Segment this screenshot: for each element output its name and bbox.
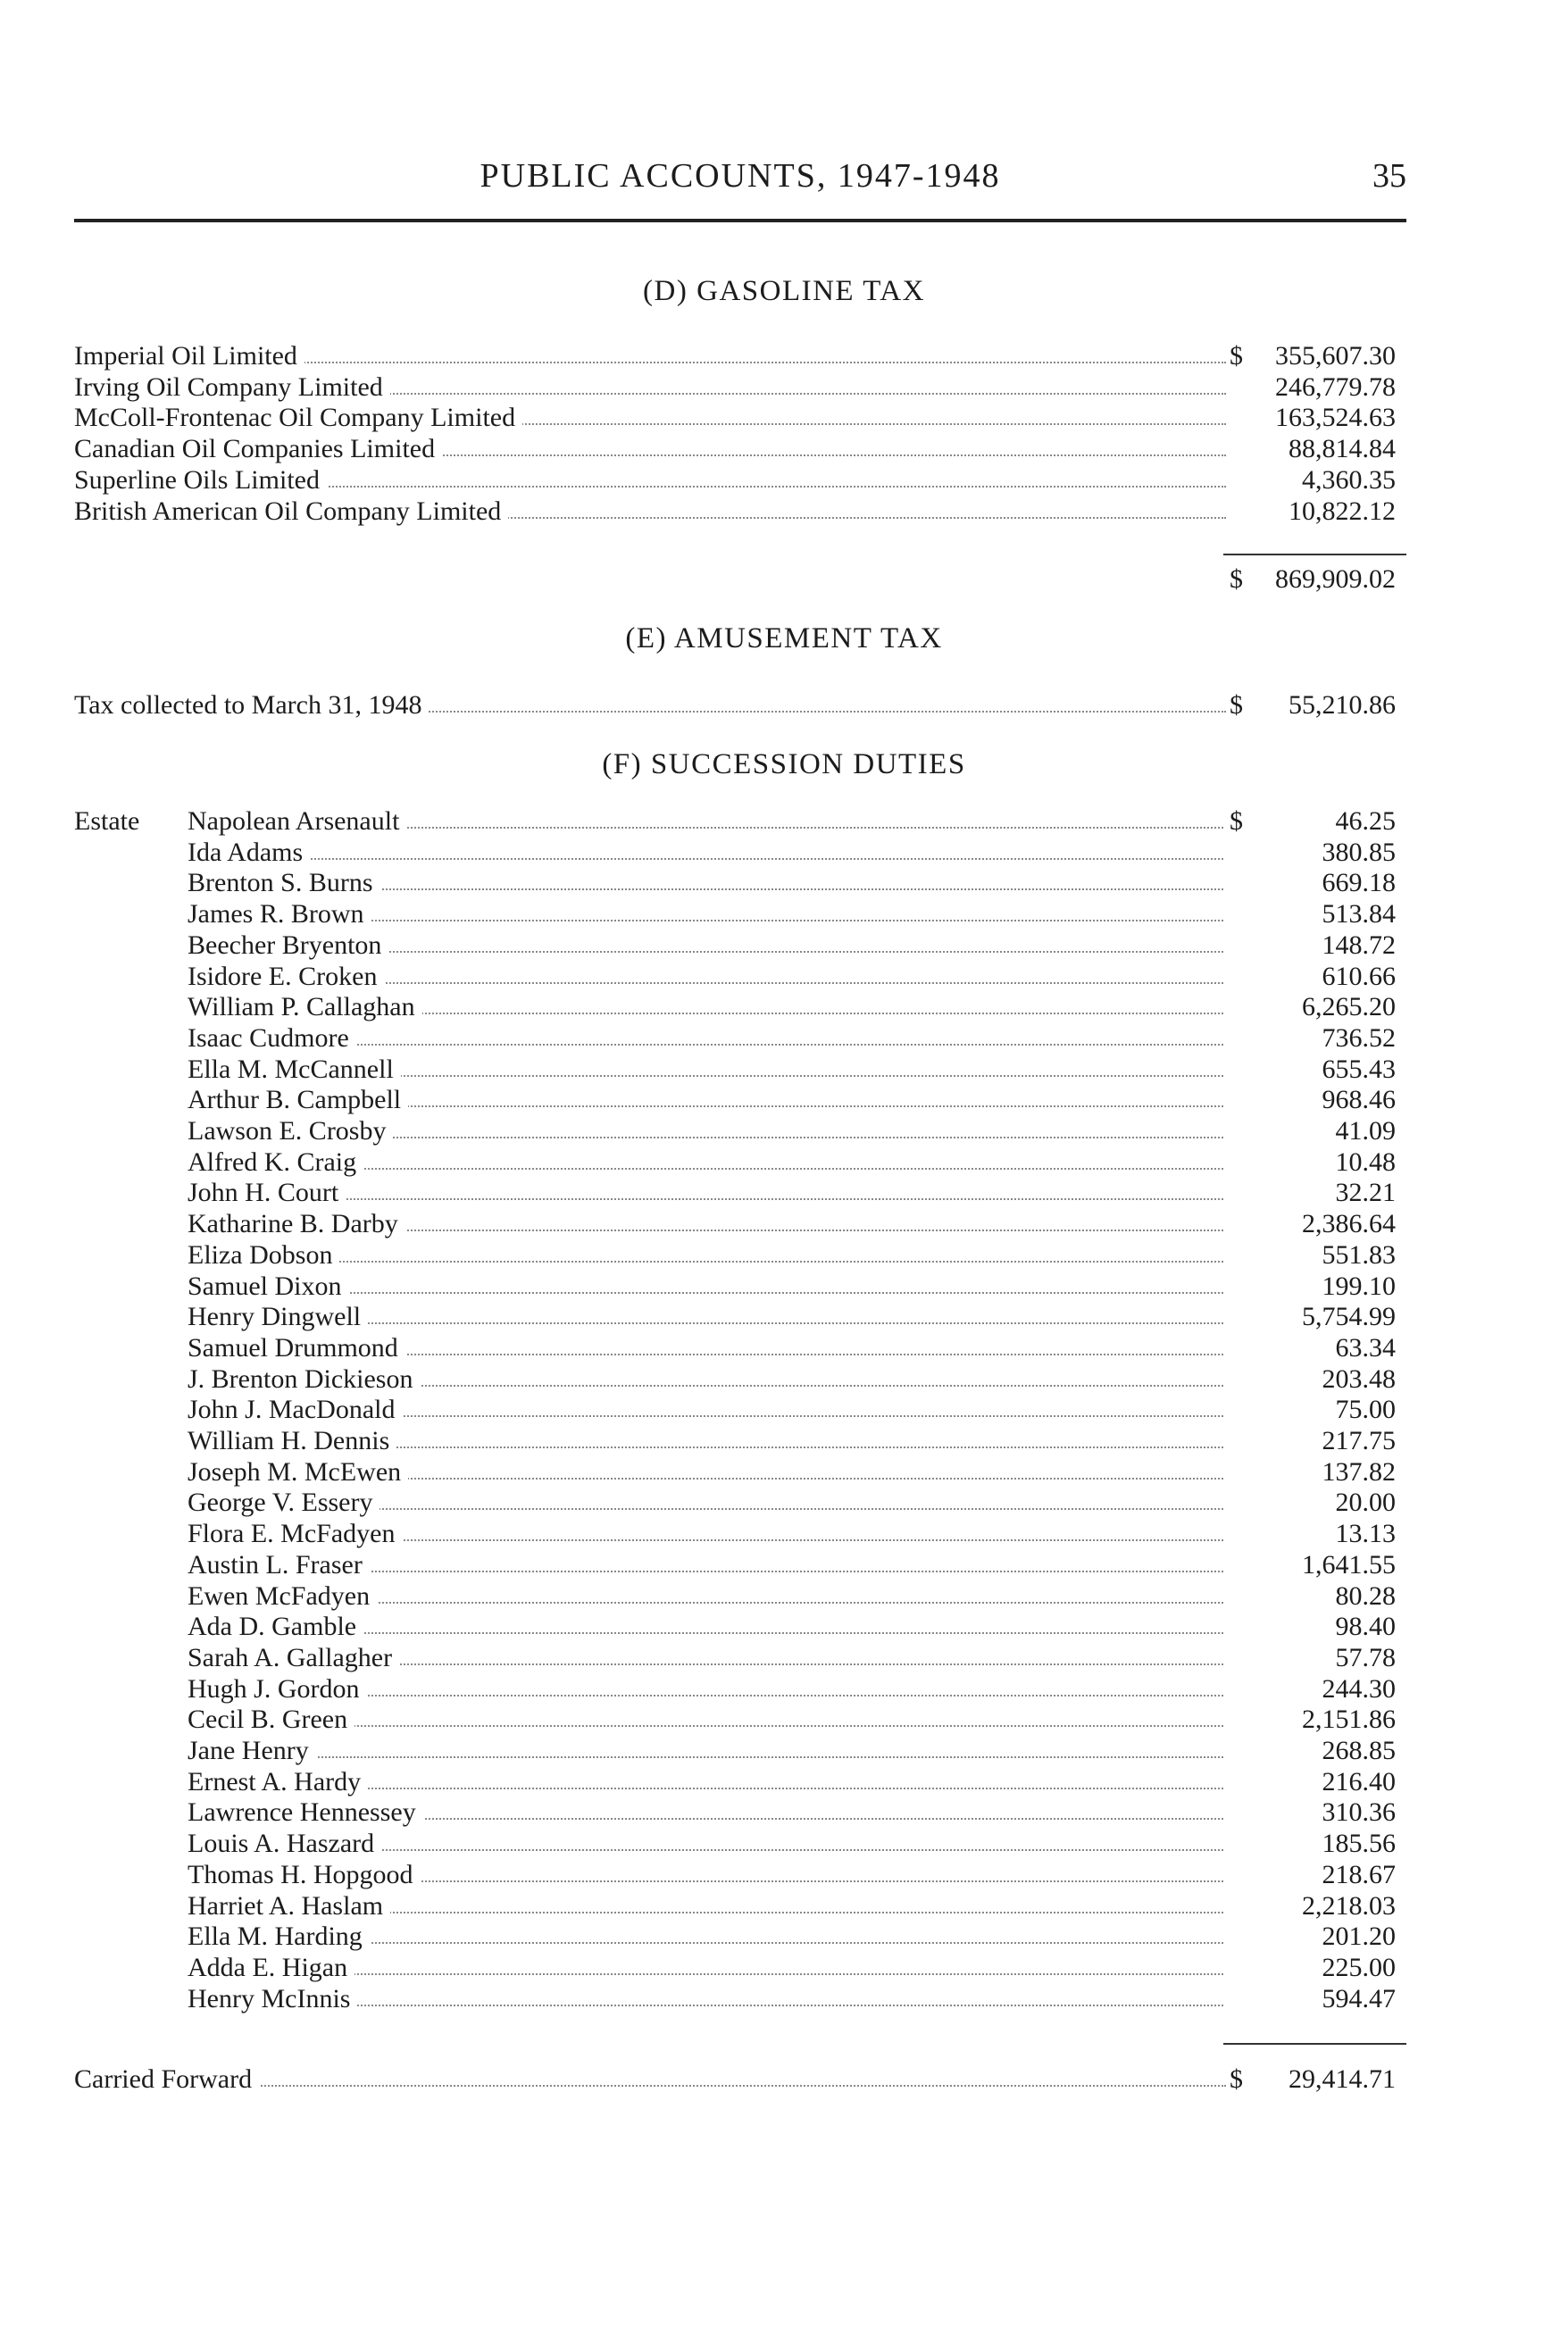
- estate-name: John H. Court: [188, 1178, 346, 1208]
- duty-amount: 199.10: [1322, 1271, 1396, 1301]
- estate-row: [74, 1147, 1406, 1178]
- duty-amount: 2,218.03: [1302, 1890, 1396, 1921]
- estate-name: Cecil B. Green: [188, 1705, 354, 1735]
- estate-name: J. Brenton Dickieson: [188, 1364, 420, 1395]
- amusement-tax-amount: 55,210.86: [1289, 690, 1396, 720]
- company-name: Imperial Oil Limited: [74, 341, 304, 371]
- duty-amount: 32.21: [1335, 1178, 1396, 1208]
- header-rule: [74, 219, 1406, 222]
- estate-name: Adda E. Higan: [188, 1953, 354, 1983]
- estate-name: Henry McInnis: [188, 1984, 357, 2014]
- estate-name: Ida Adams: [188, 838, 310, 868]
- estate-name: Austin L. Fraser: [188, 1550, 370, 1580]
- estate-name: Sarah A. Gallagher: [188, 1643, 399, 1673]
- duty-amount: 41.09: [1335, 1116, 1396, 1146]
- carried-forward-row: [74, 2064, 1406, 2095]
- duty-amount: 610.66: [1322, 961, 1396, 991]
- duty-amount: 57.78: [1335, 1642, 1396, 1672]
- tax-amount: 10,822.12: [1289, 496, 1396, 526]
- leader-dots: [196, 1292, 1223, 1294]
- currency-symbol: $: [1230, 806, 1243, 836]
- estate-row: [74, 1891, 1406, 1922]
- carried-forward-amount: 29,414.71: [1289, 2064, 1396, 2094]
- estate-name: Brenton S. Burns: [188, 868, 380, 898]
- duty-amount: 225.00: [1322, 1952, 1396, 1982]
- estate-row: [74, 1116, 1406, 1146]
- estate-name: Isaac Cudmore: [188, 1023, 356, 1054]
- gasoline-tax-row: [74, 403, 1406, 433]
- leader-dots: [196, 1198, 1223, 1200]
- tax-amount: 163,524.63: [1275, 403, 1396, 433]
- estate-name: Ewen McFadyen: [188, 1581, 377, 1612]
- company-name: Irving Oil Company Limited: [74, 372, 390, 403]
- duty-amount: 216.40: [1322, 1766, 1396, 1797]
- estate-row: [74, 992, 1406, 1022]
- duty-amount: 268.85: [1322, 1736, 1396, 1765]
- duty-amount: 1,641.55: [1302, 1549, 1396, 1580]
- estate-name: Lawrence Hennessey: [188, 1797, 423, 1828]
- estate-name: Eliza Dobson: [188, 1240, 339, 1271]
- gasoline-tax-row: [74, 341, 1406, 371]
- estate-row: [74, 1984, 1406, 2014]
- estate-name: Harriet A. Haslam: [188, 1891, 390, 1922]
- duty-amount: 594.47: [1322, 1983, 1396, 2013]
- estate-name: James R. Brown: [188, 899, 371, 930]
- estate-name: Ella M. McCannell: [188, 1055, 401, 1085]
- amusement-tax-heading: (E) AMUSEMENT TAX: [625, 622, 943, 654]
- estate-row: [74, 1209, 1406, 1239]
- estate-row: [74, 806, 1406, 837]
- page-header: [74, 156, 1406, 210]
- estate-name: Joseph M. McEwen: [188, 1457, 408, 1488]
- succession-duties-heading: (F) SUCCESSION DUTIES: [602, 748, 966, 780]
- estate-row: [74, 1797, 1406, 1828]
- estate-row: [74, 1953, 1406, 1983]
- estate-name: Napolean Arsenault: [188, 806, 406, 837]
- duty-amount: 203.48: [1322, 1363, 1396, 1394]
- duty-amount: 13.13: [1335, 1519, 1396, 1549]
- estate-row: [74, 1023, 1406, 1054]
- amusement-tax-row: [74, 690, 1406, 721]
- gasoline-tax-row: [74, 434, 1406, 464]
- leader-dots: [196, 1261, 1223, 1263]
- gasoline-tax-heading: (D) GASOLINE TAX: [643, 275, 925, 307]
- leader-dots: [196, 858, 1223, 860]
- tax-amount: 246,779.78: [1275, 371, 1396, 402]
- estate-row: [74, 1860, 1406, 1890]
- amusement-tax-label: Tax collected to March 31, 1948: [74, 690, 429, 721]
- tax-amount: 88,814.84: [1289, 434, 1396, 464]
- estate-name: Isidore E. Croken: [188, 962, 384, 992]
- estate-prefix: Estate: [74, 806, 146, 837]
- duty-amount: 10.48: [1335, 1146, 1396, 1177]
- tax-amount: 4,360.35: [1302, 464, 1396, 495]
- company-name: Canadian Oil Companies Limited: [74, 434, 442, 464]
- gasoline-total-rule: [1223, 554, 1406, 555]
- gasoline-total-amount: 869,909.02: [1275, 564, 1396, 594]
- company-name: Superline Oils Limited: [74, 465, 327, 496]
- estate-row: [74, 1364, 1406, 1395]
- currency-symbol: $: [1230, 564, 1243, 594]
- estate-name: Henry Dingwell: [188, 1302, 368, 1332]
- duty-amount: 185.56: [1322, 1829, 1396, 1859]
- company-name: British American Oil Company Limited: [74, 496, 508, 527]
- estate-name: Arthur B. Campbell: [188, 1085, 408, 1115]
- estate-row: [74, 1178, 1406, 1208]
- estate-row: [74, 1581, 1406, 1612]
- duty-amount: 137.82: [1322, 1456, 1396, 1487]
- estate-name: Beecher Bryenton: [188, 930, 388, 961]
- estate-row: [74, 1488, 1406, 1518]
- estate-row: [74, 1457, 1406, 1488]
- carried-forward-label: Carried Forward: [74, 2064, 259, 2095]
- estate-row: [74, 1922, 1406, 1952]
- estate-row: [74, 1643, 1406, 1673]
- estate-row: [74, 1829, 1406, 1859]
- duty-amount: 669.18: [1322, 868, 1396, 898]
- estate-name: Katharine B. Darby: [188, 1209, 405, 1239]
- estate-row: [74, 930, 1406, 961]
- duty-amount: 6,265.20: [1302, 992, 1396, 1022]
- duty-amount: 310.36: [1322, 1797, 1396, 1828]
- duty-amount: 551.83: [1322, 1239, 1396, 1270]
- duty-amount: 2,151.86: [1302, 1705, 1396, 1735]
- estate-name: Samuel Dixon: [188, 1271, 349, 1302]
- duty-amount: 244.30: [1322, 1673, 1396, 1704]
- duty-amount: 20.00: [1335, 1488, 1396, 1518]
- page-title: PUBLIC ACCOUNTS, 1947-1948: [480, 157, 1001, 195]
- gasoline-tax-row: [74, 372, 1406, 403]
- duty-amount: 736.52: [1322, 1022, 1396, 1053]
- tax-amount: 355,607.30: [1275, 341, 1396, 371]
- estate-row: [74, 962, 1406, 992]
- estate-row: [74, 1767, 1406, 1797]
- duty-amount: 63.34: [1335, 1332, 1396, 1363]
- estate-name: Ada D. Gamble: [188, 1612, 363, 1642]
- estate-name: Hugh J. Gordon: [188, 1674, 367, 1705]
- duty-amount: 217.75: [1322, 1426, 1396, 1455]
- duty-amount: 968.46: [1322, 1085, 1396, 1115]
- estate-name: William P. Callaghan: [188, 992, 422, 1022]
- estate-row: [74, 899, 1406, 930]
- estate-name: Alfred K. Craig: [188, 1147, 363, 1178]
- duty-amount: 75.00: [1335, 1395, 1396, 1425]
- duty-amount: 46.25: [1335, 806, 1396, 836]
- duty-amount: 2,386.64: [1302, 1209, 1396, 1239]
- estate-row: [74, 1674, 1406, 1705]
- estate-row: [74, 1240, 1406, 1271]
- duty-amount: 5,754.99: [1302, 1302, 1396, 1332]
- estate-name: George V. Essery: [188, 1488, 379, 1518]
- estate-name: Louis A. Haszard: [188, 1829, 381, 1859]
- estate-name: Jane Henry: [188, 1736, 316, 1766]
- leader-dots: [196, 1756, 1223, 1758]
- estate-row: [74, 1519, 1406, 1549]
- estate-row: [74, 1395, 1406, 1425]
- page-number: 35: [1372, 157, 1406, 195]
- gasoline-tax-row: [74, 465, 1406, 496]
- currency-symbol: $: [1230, 2064, 1243, 2094]
- company-name: McColl-Frontenac Oil Company Limited: [74, 403, 522, 433]
- estate-name: Ernest A. Hardy: [188, 1767, 368, 1797]
- duty-amount: 655.43: [1322, 1054, 1396, 1084]
- estate-row: [74, 1736, 1406, 1766]
- estate-row: [74, 1550, 1406, 1580]
- estate-name: Ella M. Harding: [188, 1922, 370, 1952]
- duty-amount: 98.40: [1335, 1612, 1396, 1642]
- estate-name: John J. MacDonald: [188, 1395, 402, 1425]
- duty-amount: 513.84: [1322, 899, 1396, 930]
- carried-forward-rule: [1223, 2043, 1406, 2045]
- duty-amount: 380.85: [1322, 837, 1396, 867]
- estate-row: [74, 1271, 1406, 1302]
- estate-row: [74, 1085, 1406, 1115]
- gasoline-total-row: [74, 564, 1406, 595]
- currency-symbol: $: [1230, 341, 1243, 371]
- duty-amount: 218.67: [1322, 1859, 1396, 1889]
- estate-name: William H. Dennis: [188, 1426, 396, 1456]
- estate-name: Thomas H. Hopgood: [188, 1860, 420, 1890]
- duty-amount: 201.20: [1322, 1922, 1396, 1952]
- estate-row: [74, 838, 1406, 868]
- estate-row: [74, 1302, 1406, 1332]
- estate-name: Flora E. McFadyen: [188, 1519, 402, 1549]
- estate-row: [74, 1055, 1406, 1085]
- estate-row: [74, 868, 1406, 898]
- estate-name: Lawson E. Crosby: [188, 1116, 393, 1146]
- estate-row: [74, 1705, 1406, 1735]
- gasoline-tax-row: [74, 496, 1406, 527]
- duty-amount: 148.72: [1322, 930, 1396, 960]
- estate-row: [74, 1426, 1406, 1456]
- duty-amount: 80.28: [1335, 1580, 1396, 1611]
- estate-row: [74, 1612, 1406, 1642]
- currency-symbol: $: [1230, 690, 1243, 720]
- estate-name: Samuel Drummond: [188, 1333, 405, 1363]
- estate-row: [74, 1333, 1406, 1363]
